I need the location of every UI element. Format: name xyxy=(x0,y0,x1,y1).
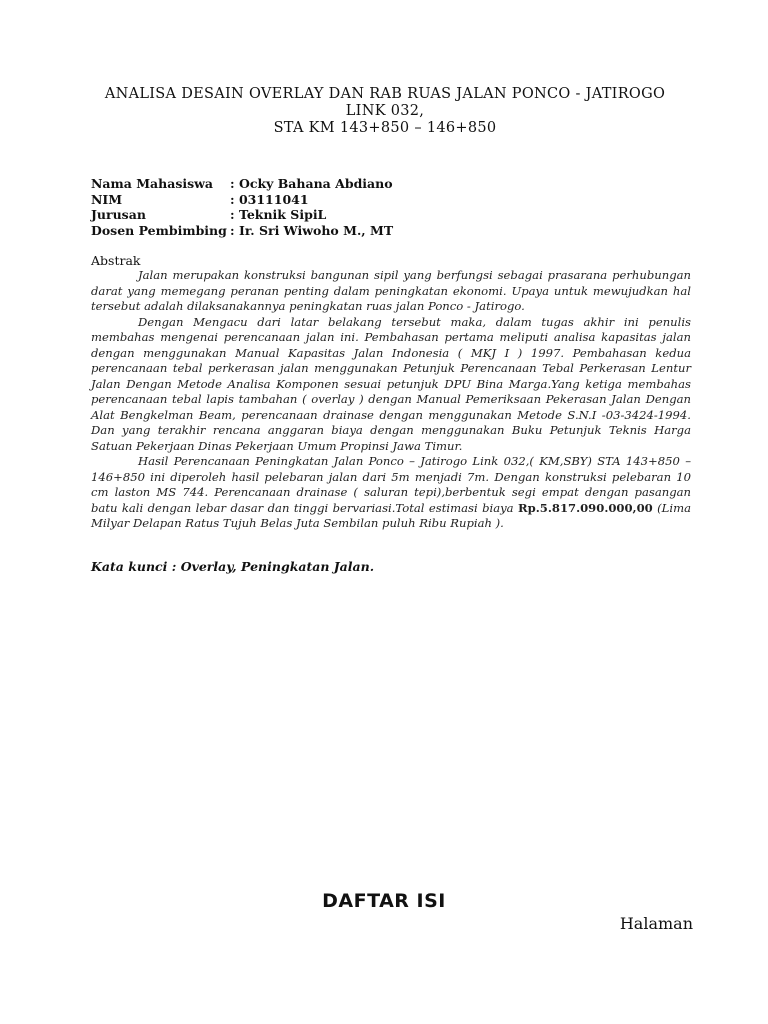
document-title xyxy=(80,86,690,137)
abstract-paragraph-3 xyxy=(91,454,691,532)
keywords: Kata kunci : Overlay, Peningkatan Jalan. xyxy=(91,559,375,574)
toc-page-label: Halaman xyxy=(619,914,693,933)
info-label: Nama Mahasiswa xyxy=(91,176,214,191)
abstract-heading: Abstrak xyxy=(91,253,141,268)
info-label: NIM xyxy=(91,191,123,207)
info-row-name xyxy=(91,176,393,192)
info-label: Jurusan xyxy=(91,207,146,222)
info-label: Dosen Pembimbing xyxy=(91,222,227,238)
cost-estimate: Rp.5.817.090.000,00 xyxy=(518,500,653,515)
info-value: : Ir. Sri Wiwoho M., MT xyxy=(230,222,394,238)
info-value: : 03111041 xyxy=(230,191,309,207)
abstract-paragraph-1: Jalan merupakan konstruksi bangunan sipil yang berfungsi sebagai prasarana perhubungan darat yang memegang peranan penting dalam peningkatan ekonomi. Upaya untuk mewujudkan hal tersebut adalah dilaksanakannya peningkatan ruas jalan Ponco - Jatirogo. xyxy=(91,268,691,313)
student-info xyxy=(91,176,393,238)
abstract-body xyxy=(91,268,691,532)
info-row-jurusan xyxy=(91,207,393,223)
title-line-3: STA KM 143+850 – 146+850 xyxy=(273,120,497,136)
title-line-2: LINK 032, xyxy=(345,103,425,119)
toc-heading: DAFTAR ISI xyxy=(322,890,446,912)
info-row-dosen xyxy=(91,223,393,239)
abstract-p3-text-end: (Lima Milyar Delapan Ratus Tujuh Belas Juta Sembilan puluh Ribu Rupiah ). xyxy=(91,500,691,530)
abstract-p3-text: Hasil Perencanaan Peningkatan Jalan Ponco – Jatirogo Link 032,( KM,SBY) STA 143+850 – 146+850 ini diperoleh hasil pelebaran jalan dari 5m menjadi 7m. Dengan konstruksi pelebaran 10 cm laston MS 744. Perencanaan drainase ( saluran tepi),berbentuk segi empat dengan pasangan batu kali dengan lebar dasar dan tinggi bervariasi.Total estimasi biaya xyxy=(91,454,691,515)
abstract-paragraph-2: Dengan Mengacu dari latar belakang tersebut maka, dalam tugas akhir ini penulis membahas mengenai perencanaan jalan ini. Pembahasan pertama meliputi analisa kapasitas jalan dengan menggunakan Manual Kapasitas Jalan Indonesia ( MKJ I ) 1997. Pembahasan kedua perencanaan tebal perkerasan jalan menggunakan Petunjuk Perencanaan Tebal Perkerasan Lentur Jalan Dengan Metode Analisa Komponen sesuai petunjuk DPU Bina Marga.Yang ketiga membahas perencanaan tebal lapis tambahan ( overlay ) dengan Manual Pemeriksaan Pekerasan Jalan Dengan Alat Bengkelman Beam, perencanaan drainase dengan menggunakan Metode S.N.I -03-3424-1994. Dan yang terakhir rencana anggaran biaya dengan menggunakan Buku Petunjuk Teknis Harga Satuan Pekerjaan Dinas Pekerjaan Umum Propinsi Jawa Timur. xyxy=(91,314,691,453)
title-line-1: ANALISA DESAIN OVERLAY DAN RAB RUAS JALAN PONCO - JATIROGO xyxy=(104,86,666,102)
info-row-nim xyxy=(91,192,393,208)
info-value: : Teknik SipiL xyxy=(230,207,327,222)
info-value: : Ocky Bahana Abdiano xyxy=(230,176,393,191)
